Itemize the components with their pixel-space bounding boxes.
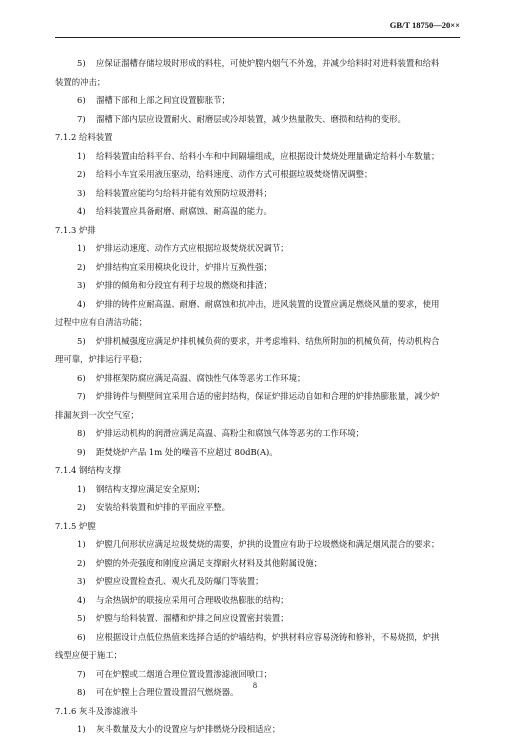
list-item-text: 炉膛的外壳强度和刚度应满足支撑耐火材料及其他附属设施； — [96, 557, 323, 568]
header-rule — [55, 37, 460, 38]
list-item — [55, 575, 460, 587]
list-item-text: 距焚烧炉产品 1m 处的噪音不应超过 80dB(A)。 — [96, 446, 278, 457]
list-item-number: 2) — [77, 261, 86, 272]
list-item — [55, 594, 460, 606]
list-item-number: 1) — [77, 243, 86, 253]
list-item-number: 8) — [77, 428, 86, 438]
section-heading: 7.1.3 炉排 — [55, 224, 96, 235]
list-item-text: 炉排运动速度、动作方式应根据垃圾焚烧状况调节； — [96, 243, 289, 253]
list-item — [55, 279, 460, 291]
list-item-text: 炉排机械强度应满足炉排机械负荷的要求，并考虑堆料、结焦所附加的机械负荷，传动机构合 — [96, 335, 440, 346]
list-item — [55, 390, 460, 402]
list-item-text: 应保证溜槽存储垃圾时形成的料柱，可使炉膛内烟气不外逸，并减少给料时对进料装置和给料 — [96, 58, 440, 68]
list-item-number: 2) — [77, 169, 86, 179]
list-item — [55, 298, 460, 310]
list-item-number: 4) — [77, 594, 86, 605]
list-item-number: 6) — [77, 372, 86, 383]
list-item — [55, 427, 460, 439]
list-item-continuation: 过程中应有自清洁功能； — [55, 317, 148, 327]
list-item — [55, 205, 460, 217]
list-item-number: 7) — [77, 113, 86, 124]
list-item-number: 3) — [77, 280, 86, 290]
section-heading: 7.1.5 炉膛 — [55, 520, 96, 531]
list-item — [55, 668, 460, 680]
list-item-number: 4) — [77, 206, 86, 216]
list-item-text: 溜槽下部和上部之间宜设置膨胀节； — [96, 95, 230, 105]
list-item-text: 炉排的铸件应耐高温、耐磨、耐腐蚀和抗冲击，进风装置的设置应满足燃烧风量的要求，使用 — [96, 298, 440, 309]
list-item-number: 4) — [77, 298, 86, 309]
list-item-number: 7) — [77, 391, 86, 401]
document-body — [55, 57, 460, 742]
list-item-text: 给料小车宜采用液压驱动，给料速度、动作方式可根据垃圾焚烧情况调整； — [96, 169, 373, 179]
list-item-number: 5) — [77, 335, 86, 346]
list-item-text: 钢结构支撑应满足安全原则； — [96, 483, 205, 494]
list-item-number: 2) — [77, 557, 86, 568]
list-item — [55, 168, 460, 180]
list-item-number: 8) — [77, 687, 86, 697]
list-item-number: 6) — [77, 95, 86, 105]
section-heading: 7.1.2 给料装置 — [55, 132, 113, 142]
list-item-continuation: 理可靠，炉排运行平稳； — [55, 354, 148, 364]
list-item-text: 炉排结构宜采用模块化设计，炉排片互换性强； — [96, 261, 272, 272]
list-item — [55, 187, 460, 199]
section-heading: 7.1.4 钢结构支撑 — [55, 465, 121, 475]
list-item-text: 可在炉膛上合理位置设置沼气燃烧器。 — [96, 687, 239, 697]
list-item-number: 6) — [77, 631, 86, 642]
list-item — [55, 335, 460, 347]
list-item — [55, 446, 460, 458]
list-item — [55, 242, 460, 254]
list-item-number: 2) — [77, 502, 86, 512]
list-item-continuation: 装置的冲击； — [55, 76, 106, 87]
list-item-text: 可在炉膛或二烟道合理位置设置渗滤液回喷口； — [96, 668, 272, 679]
list-item-text: 溜槽下部内层应设置耐火、耐磨层或冷却装置，减少热量散失、磨损和结构的变形。 — [96, 113, 406, 124]
list-item — [55, 113, 460, 125]
list-item — [55, 261, 460, 273]
list-item — [55, 631, 460, 643]
list-item-text: 与余热锅炉的联接应采用可合理吸收热膨胀的结构； — [96, 594, 289, 605]
list-item — [55, 372, 460, 384]
section-heading: 7.1.6 灰斗及渗滤液斗 — [55, 705, 138, 716]
list-item-number: 1) — [77, 150, 86, 161]
list-item-text: 炉膛应设置检查孔、观火孔及防爆门等装置； — [96, 576, 264, 586]
list-item — [55, 501, 460, 513]
list-item-number: 1) — [77, 539, 86, 549]
list-item-text: 炉排框架防腐应满足高温、腐蚀性气体等恶劣工作环境； — [96, 372, 306, 383]
list-item-continuation: 排漏灰到一次空气室； — [55, 409, 139, 420]
list-item-number: 1) — [77, 724, 86, 734]
list-item-number: 5) — [77, 613, 86, 623]
list-item-text: 应根据设计点低位热值来选择合适的炉墙结构，炉拱材料应容易浇铸和修补，不易烧损，炉拱 — [96, 631, 440, 642]
list-item — [55, 612, 460, 624]
list-item-text: 炉排铸件与侧壁间宜采用合适的密封结构，保证炉排运动自如和合理的炉排热膨胀量，减少炉 — [96, 391, 440, 401]
list-item-text: 炉膛几何形状应满足垃圾焚烧的需要，炉拱的设置应有助于垃圾燃烧和满足烟风混合的要求； — [96, 539, 440, 549]
list-item-text: 给料装置应具备耐磨、耐腐蚀、耐高温的能力。 — [96, 206, 272, 216]
list-item-number: 9) — [77, 446, 86, 457]
list-item-continuation: 线型应便于施工； — [55, 650, 122, 660]
list-item-text: 炉膛与给料装置、溜槽和炉排之间应设置密封装置； — [96, 613, 289, 623]
page-number: 8 — [253, 681, 257, 690]
list-item — [55, 538, 460, 550]
list-item-number: 5) — [77, 58, 86, 68]
list-item-number: 3) — [77, 576, 86, 586]
list-item — [55, 723, 460, 735]
list-item-number: 3) — [77, 187, 86, 198]
list-item-text: 炉排运动机构的润滑应满足高温、高粉尘和腐蚀气体等恶劣的工作环境； — [96, 428, 364, 438]
list-item-text: 安装给料装置和炉排的平面应平整。 — [96, 502, 230, 512]
list-item — [55, 150, 460, 162]
list-item-text: 炉排的倾角和分段宜有利于垃圾的燃烧和排渣； — [96, 280, 272, 290]
list-item — [55, 557, 460, 569]
list-item — [55, 94, 460, 106]
list-item-text: 给料装置应能均匀给料并能有效预防垃圾滑料； — [96, 187, 272, 198]
list-item-number: 7) — [77, 668, 86, 679]
standard-code-header: GB/T 18750—20×× — [389, 20, 460, 30]
list-item-number: 1) — [77, 483, 86, 494]
list-item — [55, 483, 460, 495]
list-item-text: 给料装置由给料平台、给料小车和中间隔墙组成，应根据设计焚烧处理量确定给料小车数量； — [96, 150, 440, 161]
list-item — [55, 57, 460, 69]
list-item-text: 灰斗数量及大小的设置应与炉排燃烧分段相适应； — [96, 724, 281, 734]
